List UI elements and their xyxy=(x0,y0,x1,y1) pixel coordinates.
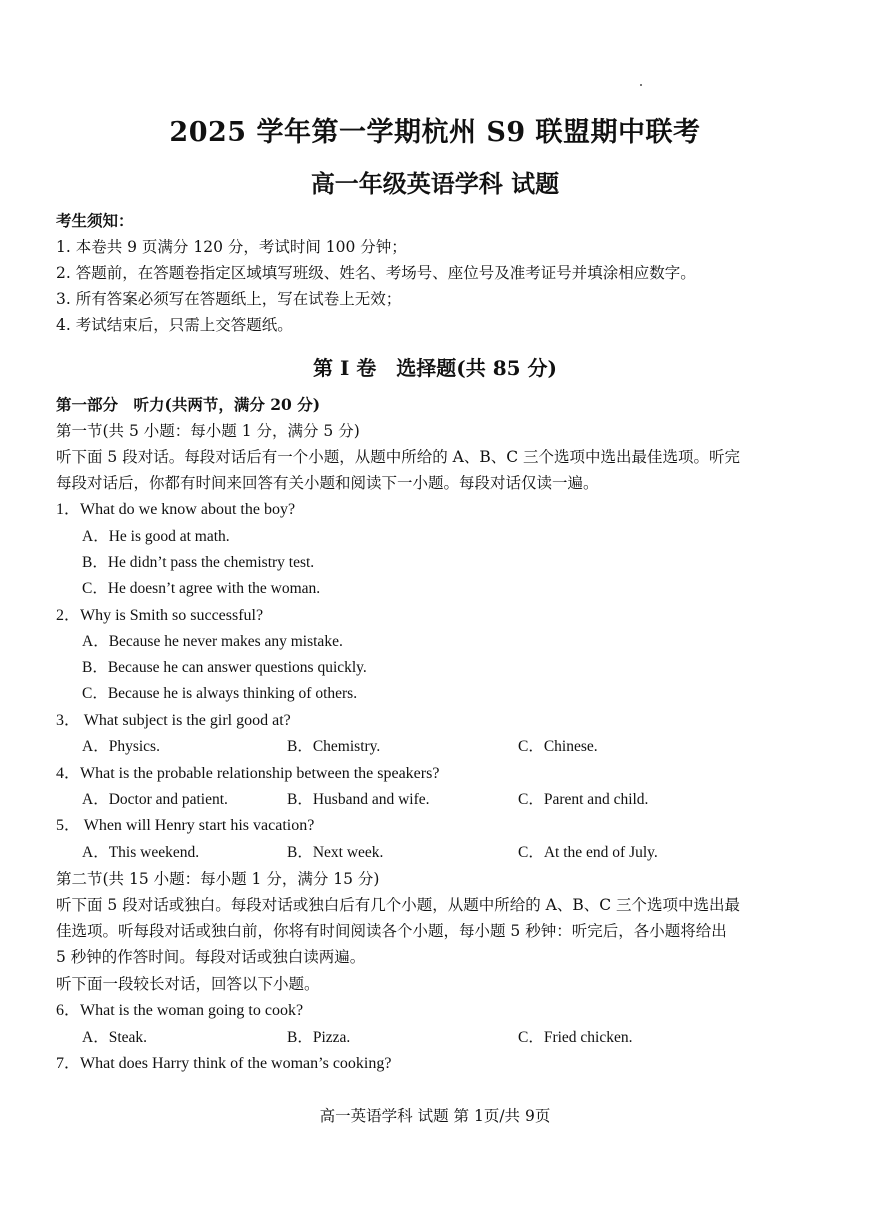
notice-item-3: 3. 所有答案必须写在答题纸上，写在试卷上无效； xyxy=(56,290,402,308)
section1-instructions-2: 每段对话后，你都有时间来回答有关小题和阅读下一小题。每段对话仅读一遍。 xyxy=(56,474,599,492)
question-6-stem: 6．What is the woman going to cook? xyxy=(56,1002,304,1019)
exam-subtitle: 高一年级英语学科 试题 xyxy=(310,169,560,198)
section2-heading: 第二节(共 15 小题：每小题 1 分，满分 15 分) xyxy=(56,870,380,888)
question-4-option-b: B．Husband and wife. xyxy=(287,791,430,808)
volume-title: 第 I 卷 选择题(共 85 分) xyxy=(313,356,557,380)
question-2-option-a: A．Because he never makes any mistake. xyxy=(82,633,343,650)
question-4-stem: 4．What is the probable relationship between the speakers? xyxy=(56,765,440,782)
question-6-option-a: A．Steak. xyxy=(82,1029,148,1046)
exam-title: 2025 学年第一学期杭州 S9 联盟期中联考 xyxy=(169,117,701,148)
question-3-option-b: B．Chemistry. xyxy=(287,738,381,755)
section2-instructions-2: 佳选项。听每段对话或独白前，你将有时间阅读各个小题，每小题 5 秒钟：听完后，各小题将给出 xyxy=(56,922,727,940)
section1-heading: 第一节(共 5 小题：每小题 1 分，满分 5 分) xyxy=(56,422,360,440)
question-1-stem: 1．What do we know about the boy? xyxy=(56,501,296,518)
question-3-option-c: C．Chinese. xyxy=(518,738,598,755)
page-footer: 高一英语学科 试题 第 1页/共 9页 xyxy=(319,1107,551,1125)
question-4-option-a: A．Doctor and patient. xyxy=(82,791,228,808)
question-1-option-c: C．He doesn’t agree with the woman. xyxy=(82,580,321,597)
section1-instructions-1: 听下面 5 段对话。每段对话后有一个小题，从题中所给的 A、B、C 三个选项中选出最佳选项。听完 xyxy=(56,448,741,466)
notice-item-2: 2. 答题前，在答题卷指定区域填写班级、姓名、考场号、座位号及准考证号并填涂相应数字。 xyxy=(56,264,696,282)
scan-speck xyxy=(640,84,642,86)
question-3-option-a: A．Physics. xyxy=(82,738,160,755)
question-5-option-c: C．At the end of July. xyxy=(518,844,658,861)
notice-item-4: 4. 考试结束后，只需上交答题纸。 xyxy=(56,316,293,334)
section2-instructions-3: 5 秒钟的作答时间。每段对话或独白读两遍。 xyxy=(56,948,366,966)
question-1-option-a: A．He is good at math. xyxy=(82,528,230,545)
question-2-option-b: B．Because he can answer questions quickly. xyxy=(82,659,367,676)
question-4-option-c: C．Parent and child. xyxy=(518,791,649,808)
question-7-stem: 7．What does Harry think of the woman’s cooking? xyxy=(56,1055,392,1072)
question-2-stem: 2．Why is Smith so successful? xyxy=(56,607,264,624)
question-5-option-a: A．This weekend. xyxy=(82,844,200,861)
part1-heading: 第一部分 听力(共两节，满分 20 分) xyxy=(56,395,321,414)
notice-item-1: 1. 本卷共 9 页满分 120 分，考试时间 100 分钟； xyxy=(56,238,407,256)
question-5-stem: 5． When will Henry start his vacation? xyxy=(56,817,315,834)
question-6-option-b: B．Pizza. xyxy=(287,1029,351,1046)
section2-lead: 听下面一段较长对话，回答以下小题。 xyxy=(56,975,320,993)
section2-instructions-1: 听下面 5 段对话或独白。每段对话或独白后有几个小题，从题中所给的 A、B、C 三个选项中选出最 xyxy=(56,896,741,914)
notice-heading: 考生须知： xyxy=(56,211,134,230)
question-5-option-b: B．Next week. xyxy=(287,844,384,861)
question-6-option-c: C．Fried chicken. xyxy=(518,1029,633,1046)
question-1-option-b: B．He didn’t pass the chemistry test. xyxy=(82,554,315,571)
question-2-option-c: C．Because he is always thinking of others. xyxy=(82,685,358,702)
question-3-stem: 3． What subject is the girl good at? xyxy=(56,712,291,729)
